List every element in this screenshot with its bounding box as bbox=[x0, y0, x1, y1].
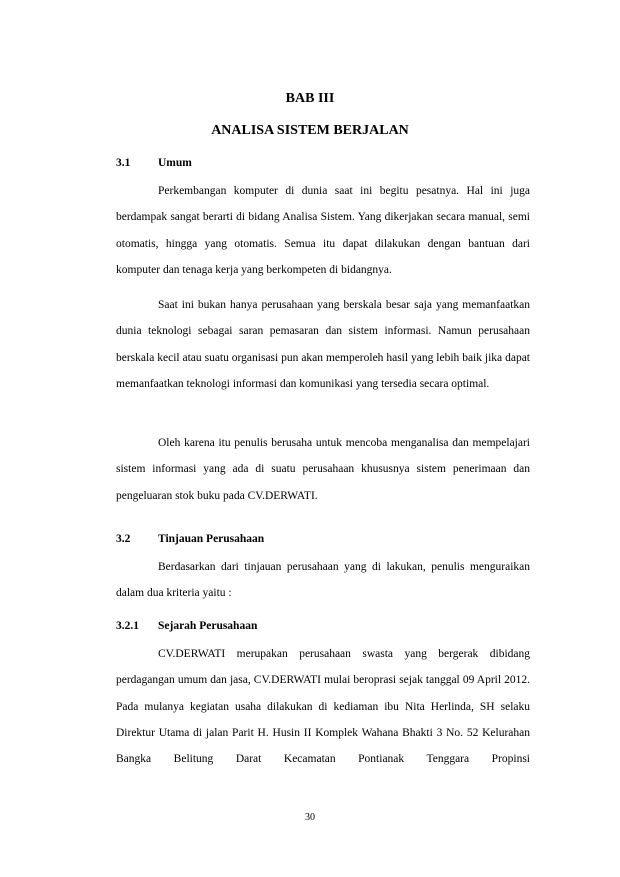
section-number: 3.2 bbox=[116, 533, 131, 545]
paragraph: Perkembangan komputer di dunia saat ini begitu pesatnya. Hal ini juga berdampak sangat berarti di bidang Analisa Sistem. Yang dikerjakan secara manual, semi otomatis, hingga yang otomatis. Semua itu dapat dilakukan dengan bantuan dari komputer dan tenaga kerja yang berkompeten di bidangnya. bbox=[116, 185, 530, 276]
chapter-title: ANALISA SISTEM BERJALAN bbox=[211, 123, 409, 138]
section-number: 3.1 bbox=[116, 157, 131, 169]
paragraph: CV.DERWATI merupakan perusahaan swasta yang bergerak dibidang perdagangan umum dan jasa, CV.DERWATI mulai beroprasi sejak tanggal 09 April 2012. Pada mulanya kegiatan usaha dilakukan di kediaman ibu Nita Herlinda, SH selaku Direktur Utama di jalan Parit H. Husin II Komplek Wahana Bhakti 3 No. 52 Kelurahan Bangka Belitung Darat Kecamatan Pontianak Tenggara Propinsi bbox=[116, 648, 530, 766]
section-heading-3-2-1 bbox=[116, 619, 536, 633]
page-number: 30 bbox=[305, 812, 315, 823]
section-title: Sejarah Perusahaan bbox=[158, 620, 258, 632]
paragraph: Berdasarkan dari tinjauan perusahaan yang di lakukan, penulis menguraikan dalam dua kriteria yaitu : bbox=[116, 561, 530, 600]
section-heading-3-1 bbox=[116, 156, 536, 170]
paragraph: Saat ini bukan hanya perusahaan yang berskala besar saja yang memanfaatkan dunia teknologi sebagai saran pemasaran dan sistem informasi. Namun perusahaan berskala kecil atau suatu organisasi pun akan memperoleh hasil yang lebih baik jika dapat memanfaatkan teknologi informasi dan komunikasi yang tersedia secara optimal. bbox=[116, 299, 530, 390]
section-heading-3-2 bbox=[116, 532, 536, 546]
paragraph: Oleh karena itu penulis berusaha untuk mencoba menganalisa dan mempelajari sistem informasi yang ada di suatu perusahaan khususnya sistem penerimaan dan pengeluaran stok buku pada CV.DERWATI. bbox=[116, 437, 530, 502]
section-title: Umum bbox=[158, 157, 192, 169]
chapter-number: BAB III bbox=[285, 91, 335, 106]
section-number: 3.2.1 bbox=[116, 620, 139, 632]
section-title: Tinjauan Perusahaan bbox=[158, 533, 265, 545]
